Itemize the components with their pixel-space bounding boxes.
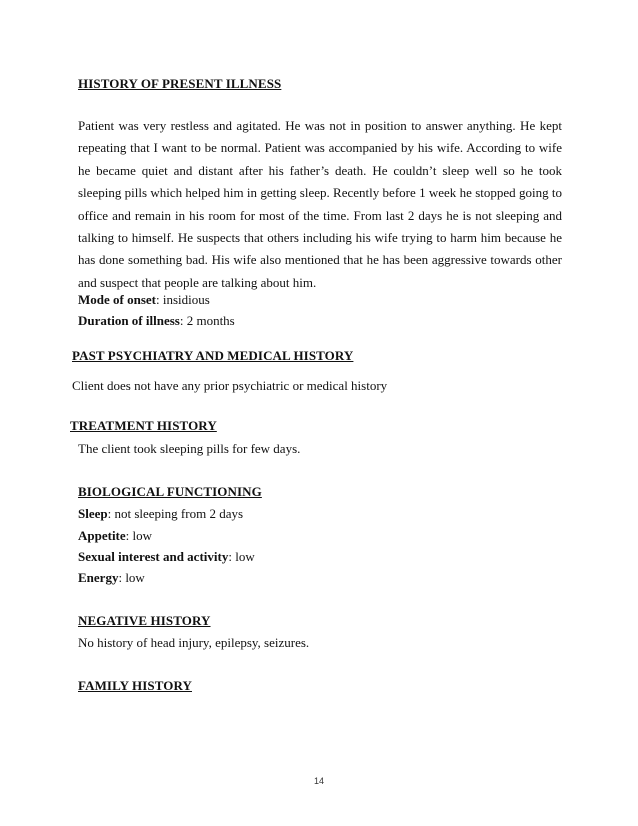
past-history-text: Client does not have any prior psychiatric or medical history [72,378,388,393]
energy-value: : low [118,570,145,585]
mode-of-onset-line [78,292,210,308]
hpi-paragraph: Patient was very restless and agitated. He was not in position to answer anything. He kept repeating that I want to be normal. Patient was accompanied by his wife. According to wife he became quiet and distant after his father’s death. He couldn’t sleep well so he took sleeping pills which helped him in getting sleep. Recently before 1 week he stopped going to office and remain in his room for most of the time. From last 2 days he is not sleeping and talking to himself. He suspects that others including his wife trying to harm him because he has done something bad. His wife also mentioned that he has been aggressive towards other and suspect that people are talking about him. [78,118,562,290]
biological-item-energy [78,570,145,586]
duration-label: Duration of illness [78,313,180,328]
negative-history-text: No history of head injury, epilepsy, seizures. [78,635,310,650]
biological-item-sleep [78,506,243,522]
past-history-heading: PAST PSYCHIATRY AND MEDICAL HISTORY [72,348,354,363]
sexual-interest-value: : low [228,549,255,564]
biological-heading: BIOLOGICAL FUNCTIONING [78,484,262,499]
mode-of-onset-label: Mode of onset [78,292,156,307]
hpi-heading: HISTORY OF PRESENT ILLNESS [78,76,282,91]
treatment-history-heading: TREATMENT HISTORY [70,418,217,433]
biological-item-appetite [78,528,152,544]
sleep-value: : not sleeping from 2 days [107,506,244,521]
sexual-interest-label: Sexual interest and activity [78,549,229,564]
negative-history-heading: NEGATIVE HISTORY [78,613,211,628]
duration-line [78,313,235,329]
family-history-heading: FAMILY HISTORY [78,678,192,693]
duration-value: : 2 months [179,313,235,328]
biological-item-sexual-interest [78,549,255,565]
sleep-label: Sleep [78,506,108,521]
page-number: 14 [314,776,325,786]
energy-label: Energy [78,570,119,585]
treatment-history-text: The client took sleeping pills for few days. [78,441,301,456]
appetite-value: : low [125,528,153,543]
appetite-label: Appetite [78,528,126,543]
mode-of-onset-value: : insidious [156,292,210,307]
